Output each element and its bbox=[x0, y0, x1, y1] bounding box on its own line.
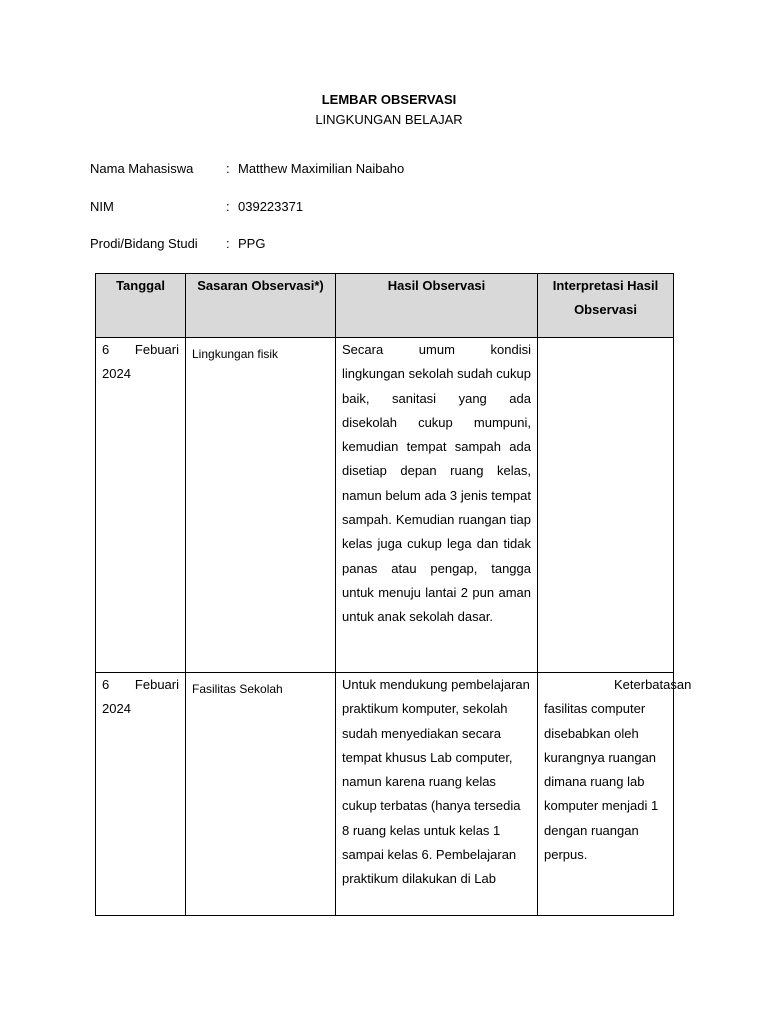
cell-interpretasi: Keterbatasan fasilitas computer disebabkan oleh kurangnya ruangan dimana ruang lab komputer menjadi 1 dengan ruangan perpus. bbox=[544, 677, 692, 863]
info-label: Prodi/Bidang Studi bbox=[90, 236, 198, 251]
header-interpretasi: Interpretasi Hasil Observasi bbox=[538, 274, 674, 338]
cell-hasil: Secara umum kondisi lingkungan sekolah sudah cukup baik, sanitasi yang ada disekolah cukup mumpuni, kemudian tempat sampah ada disetiap depan ruang kelas, namun belum ada 3 jenis tempat sampah. Kemudian ruangan tiap kelas juga cukup lega dan tidak panas atau pengap, tangga untuk menuju lantai 2 pun aman untuk anak sekolah dasar. bbox=[336, 338, 538, 673]
info-value: Matthew Maximilian Naibaho bbox=[238, 161, 405, 176]
header-hasil: Hasil Observasi bbox=[336, 274, 538, 338]
info-colon: : bbox=[226, 236, 230, 251]
cell-tanggal: 6 Febuari 2024 bbox=[96, 338, 186, 673]
info-value: 039223371 bbox=[238, 199, 304, 214]
info-label: Nama Mahasiswa bbox=[90, 161, 194, 176]
header-sasaran: Sasaran Observasi*) bbox=[186, 274, 336, 338]
table-row bbox=[96, 338, 674, 673]
observation-table bbox=[95, 273, 692, 916]
info-label: NIM bbox=[90, 199, 114, 214]
table-header-row bbox=[96, 274, 674, 338]
cell-sasaran: Lingkungan fisik bbox=[186, 338, 336, 673]
info-colon: : bbox=[226, 161, 230, 176]
document-title: LEMBAR OBSERVASI bbox=[321, 92, 457, 107]
cell-tanggal: 6 Febuari 2024 bbox=[96, 673, 186, 916]
cell-hasil-wrapper bbox=[336, 673, 538, 916]
info-value: PPG bbox=[238, 236, 266, 251]
document-subtitle: LINGKUNGAN BELAJAR bbox=[315, 112, 463, 127]
table-row bbox=[96, 673, 674, 916]
cell-interpretasi-wrapper bbox=[538, 673, 692, 916]
cell-interpretasi bbox=[538, 338, 674, 673]
header-tanggal: Tanggal bbox=[96, 274, 186, 338]
cell-sasaran: Fasilitas Sekolah bbox=[186, 673, 336, 916]
info-colon: : bbox=[226, 199, 230, 214]
cell-hasil: Untuk mendukung pembelajaran praktikum komputer, sekolah sudah menyediakan secara tempat khusus Lab computer, namun karena ruang kelas cukup terbatas (hanya tersedia 8 ruang kelas untuk kelas 1 sampai kelas 6. Pembelajaran praktikum dilakukan di Lab bbox=[342, 677, 530, 887]
